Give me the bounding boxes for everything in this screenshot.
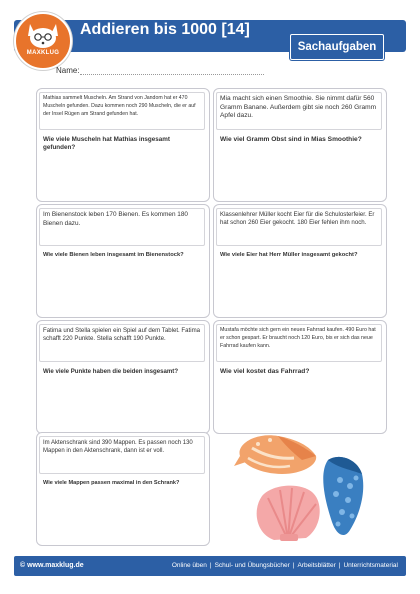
page-title: Addieren bis 1000 [14] [80, 21, 250, 38]
task-story: Mia macht sich einen Smoothie. Sie nimmt dafür 560 Gramm Banane. Außerdem gibt sie noch 260 Gramm Apfel dazu. [216, 92, 382, 130]
footer-link-materials[interactable]: Unterrichtsmaterial [343, 562, 398, 569]
name-label: Name: [56, 66, 80, 75]
logo[interactable] [14, 12, 72, 70]
footer-bar [14, 556, 406, 576]
fox-icon [16, 14, 70, 68]
task-question: Wie viele Punkte haben die beiden insgesamt? [43, 368, 179, 375]
task-question: Wie viele Mappen passen maximal in den Schrank? [43, 480, 180, 486]
task-story: Im Bienenstock leben 170 Bienen. Es kommen 180 Bienen dazu. [39, 208, 205, 246]
name-line [80, 74, 264, 75]
task-story: Mustafa möchte sich gern ein neues Fahrrad kaufen. 490 Euro hat er schon gespart. Er braucht noch 120 Euro, bis er sich das neue Fahrrad kaufen kann. [216, 324, 382, 362]
scallop-shell-icon [257, 486, 320, 541]
task-question: Wie viel Gramm Obst sind in Mias Smoothie? [220, 136, 362, 143]
task-story: Im Aktenschrank sind 390 Mappen. Es passen noch 130 Mappen in den Aktenschrank, dann ist er voll. [39, 436, 205, 474]
category-badge: Sachaufgaben [290, 34, 384, 60]
logo-text: MAXKLUG [26, 50, 60, 56]
cone-shell-icon [323, 457, 363, 535]
task-story: Klassenlehrer Müller kocht Eier für die Schulosterfeier. Er hat schon 260 Eier gekocht. 180 Eier fehlen ihm noch. [216, 208, 382, 246]
task-question: Wie viele Bienen leben insgesamt im Bienenstock? [43, 252, 184, 258]
footer-site-link[interactable]: © www.maxklug.de [20, 562, 84, 569]
task-question: Wie viel kostet das Fahrrad? [220, 368, 310, 375]
task-card [36, 432, 210, 546]
footer-link-worksheets[interactable]: Arbeitsblätter [297, 562, 336, 569]
task-story: Fatima und Stella spielen ein Spiel auf dem Tablet. Fatima schafft 220 Punkte. Stella schafft 190 Punkte. [39, 324, 205, 362]
task-question: Wie viele Muscheln hat Mathias insgesamt gefunden? [43, 136, 170, 152]
footer-link-online[interactable]: Online üben [171, 562, 207, 569]
task-card [213, 88, 387, 202]
task-card [213, 320, 387, 434]
task-story: Mathias sammelt Muscheln. Am Strand von Jandom hat er 470 Muscheln gefunden. Dazu kommen noch 290 Muscheln, die er auf der Insel Rügen am Strand gefunden hat. [39, 92, 205, 130]
seashells-illustration [232, 430, 372, 542]
conch-shell-icon [234, 435, 316, 474]
task-card [213, 204, 387, 318]
task-card [36, 320, 210, 434]
task-card [36, 204, 210, 318]
footer-link-books[interactable]: Schul- und Übungsbücher [214, 562, 290, 569]
task-question: Wie viele Eier hat Herr Müller insgesamt gekocht? [220, 252, 358, 258]
footer-links: Online üben | Schul- und Übungsbücher | Arbeitsblätter | Unterrichtsmaterial [171, 562, 398, 569]
task-card [36, 88, 210, 202]
